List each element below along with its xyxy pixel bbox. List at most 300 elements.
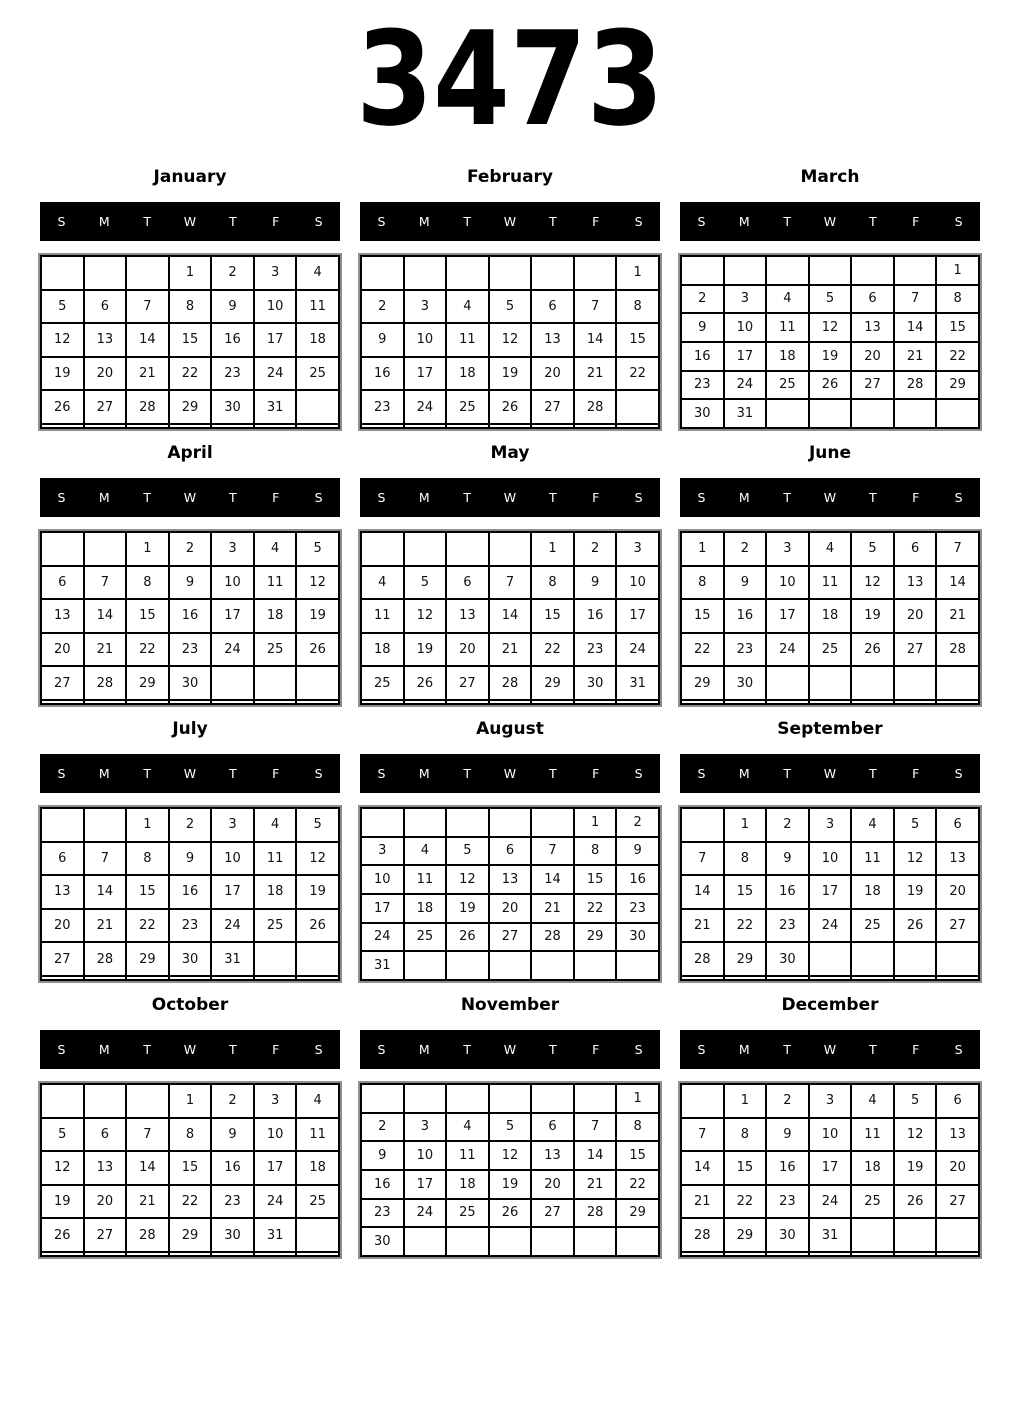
day-cell: 19	[41, 357, 84, 391]
day-cell: 21	[531, 894, 574, 923]
day-cell: 27	[84, 390, 127, 424]
day-cell	[361, 700, 404, 704]
day-cell: 27	[531, 1199, 574, 1228]
day-cell: 26	[296, 633, 339, 667]
day-cell: 21	[126, 357, 169, 391]
day-cell: 27	[851, 371, 894, 400]
day-cell: 14	[84, 599, 127, 633]
day-cell: 6	[531, 290, 574, 324]
day-cell	[616, 390, 659, 424]
day-cell: 20	[41, 909, 84, 943]
month-december	[680, 992, 980, 1257]
day-cell: 23	[681, 371, 724, 400]
day-cell: 10	[809, 842, 852, 876]
day-cell: 16	[616, 865, 659, 894]
weekday-label: W	[823, 766, 837, 781]
week-row	[361, 1141, 659, 1170]
day-cell: 11	[851, 1118, 894, 1152]
day-cell: 15	[681, 599, 724, 633]
day-cell: 30	[361, 1227, 404, 1256]
month-name: July	[172, 719, 208, 739]
day-cell: 6	[84, 290, 127, 324]
week-row	[41, 909, 339, 943]
day-cell: 24	[809, 1185, 852, 1219]
month-name: March	[800, 167, 860, 187]
day-cell	[296, 700, 339, 704]
day-cell: 8	[126, 566, 169, 600]
day-cell	[936, 942, 979, 976]
day-cell: 10	[211, 842, 254, 876]
day-cell: 26	[894, 909, 937, 943]
day-cell: 10	[766, 566, 809, 600]
day-cell: 12	[851, 566, 894, 600]
day-cell	[296, 976, 339, 980]
weekday-label: W	[183, 1042, 197, 1057]
day-cell: 13	[936, 1118, 979, 1152]
day-cell: 11	[766, 313, 809, 342]
day-cell: 8	[936, 285, 979, 314]
day-cell	[361, 808, 404, 837]
day-cell: 13	[84, 1151, 127, 1185]
day-cell: 9	[169, 842, 212, 876]
week-row	[361, 837, 659, 866]
day-cell	[809, 399, 852, 428]
weekday-label: F	[592, 490, 600, 505]
day-cell: 6	[446, 566, 489, 600]
day-cell	[446, 256, 489, 290]
day-cell: 28	[574, 390, 617, 424]
day-cell: 4	[851, 808, 894, 842]
day-cell	[894, 666, 937, 700]
weekday-label: S	[314, 490, 323, 505]
day-cell: 31	[616, 666, 659, 700]
day-cell	[489, 1227, 532, 1256]
weekday-label: T	[783, 766, 791, 781]
month-november	[360, 992, 660, 1257]
day-cell	[616, 951, 659, 980]
day-cell	[936, 1252, 979, 1256]
month-name: January	[153, 167, 227, 187]
day-cell	[894, 399, 937, 428]
day-cell: 18	[296, 323, 339, 357]
day-cell	[169, 700, 212, 704]
day-cell	[724, 700, 767, 704]
day-cell: 23	[169, 633, 212, 667]
month-name: June	[808, 443, 852, 463]
weekday-label: W	[183, 766, 197, 781]
day-cell: 16	[766, 1151, 809, 1185]
day-cell: 14	[126, 1151, 169, 1185]
day-cell	[446, 1227, 489, 1256]
month-day-grid-body	[681, 532, 979, 704]
day-cell: 6	[531, 1113, 574, 1142]
day-cell: 8	[126, 842, 169, 876]
day-cell: 14	[489, 599, 532, 633]
day-cell: 12	[894, 842, 937, 876]
day-cell: 24	[361, 923, 404, 952]
day-cell: 9	[361, 323, 404, 357]
weekday-label: S	[697, 766, 706, 781]
day-cell: 6	[851, 285, 894, 314]
day-cell: 20	[489, 894, 532, 923]
day-cell	[809, 976, 852, 980]
week-row	[361, 1084, 659, 1113]
day-cell: 10	[724, 313, 767, 342]
month-day-grid-body	[681, 808, 979, 980]
day-cell: 3	[809, 808, 852, 842]
week-row	[41, 808, 339, 842]
day-cell: 30	[616, 923, 659, 952]
day-cell: 31	[724, 399, 767, 428]
day-cell	[446, 1084, 489, 1113]
day-cell: 8	[574, 837, 617, 866]
day-cell: 19	[446, 894, 489, 923]
day-cell: 23	[361, 390, 404, 424]
day-cell	[574, 700, 617, 704]
weekday-label: W	[823, 490, 837, 505]
weekday-label: M	[98, 214, 110, 229]
day-cell: 27	[894, 633, 937, 667]
day-cell	[211, 424, 254, 428]
day-cell	[489, 700, 532, 704]
day-cell: 25	[254, 633, 297, 667]
month-february	[360, 164, 660, 429]
day-cell	[574, 424, 617, 428]
day-cell: 23	[211, 1185, 254, 1219]
day-cell: 1	[724, 1084, 767, 1118]
day-cell: 1	[574, 808, 617, 837]
day-cell: 12	[446, 865, 489, 894]
day-cell: 22	[724, 909, 767, 943]
day-cell: 15	[531, 599, 574, 633]
day-cell: 31	[254, 390, 297, 424]
weekday-label: T	[463, 766, 471, 781]
day-cell: 4	[254, 808, 297, 842]
day-cell: 2	[616, 808, 659, 837]
day-cell	[211, 666, 254, 700]
day-cell: 9	[211, 290, 254, 324]
day-cell: 3	[404, 290, 447, 324]
weekday-label: S	[634, 214, 643, 229]
day-cell: 28	[681, 1218, 724, 1252]
day-cell: 25	[404, 923, 447, 952]
weekday-header	[360, 478, 660, 517]
day-cell: 16	[211, 323, 254, 357]
day-cell: 16	[766, 875, 809, 909]
day-cell: 29	[936, 371, 979, 400]
day-cell: 18	[446, 357, 489, 391]
week-row	[361, 666, 659, 700]
day-cell	[126, 256, 169, 290]
day-cell: 19	[404, 633, 447, 667]
day-cell	[211, 700, 254, 704]
day-cell: 4	[361, 566, 404, 600]
weekday-label: T	[463, 1042, 471, 1057]
day-cell: 4	[446, 290, 489, 324]
day-cell: 2	[766, 808, 809, 842]
weekday-label: F	[592, 214, 600, 229]
weekday-header	[680, 478, 980, 517]
day-cell: 18	[766, 342, 809, 371]
day-cell: 16	[361, 357, 404, 391]
day-cell: 18	[254, 875, 297, 909]
day-cell	[809, 700, 852, 704]
weekday-header	[360, 754, 660, 793]
day-cell: 9	[681, 313, 724, 342]
day-cell	[724, 256, 767, 285]
day-cell: 12	[489, 1141, 532, 1170]
day-cell: 12	[41, 1151, 84, 1185]
day-cell: 6	[41, 566, 84, 600]
weekday-label: S	[697, 214, 706, 229]
day-cell: 2	[211, 256, 254, 290]
day-cell	[851, 256, 894, 285]
week-row	[41, 290, 339, 324]
weekday-header	[40, 754, 340, 793]
day-cell: 27	[531, 390, 574, 424]
day-cell: 30	[724, 666, 767, 700]
day-cell	[936, 976, 979, 980]
day-cell: 28	[489, 666, 532, 700]
day-cell: 21	[681, 1185, 724, 1219]
day-cell: 24	[211, 909, 254, 943]
weekday-label: M	[738, 214, 750, 229]
day-cell: 8	[616, 1113, 659, 1142]
month-name: September	[777, 719, 883, 739]
week-row	[681, 842, 979, 876]
day-cell: 4	[296, 1084, 339, 1118]
day-cell	[616, 424, 659, 428]
day-cell	[489, 424, 532, 428]
day-cell: 30	[766, 1218, 809, 1252]
day-cell: 30	[574, 666, 617, 700]
day-cell: 19	[296, 599, 339, 633]
day-cell: 28	[84, 666, 127, 700]
day-cell: 26	[489, 1199, 532, 1228]
day-cell	[616, 1227, 659, 1256]
day-cell: 21	[84, 909, 127, 943]
day-cell: 19	[489, 1170, 532, 1199]
day-cell: 2	[361, 290, 404, 324]
day-cell	[446, 951, 489, 980]
day-cell	[84, 256, 127, 290]
day-cell: 18	[809, 599, 852, 633]
day-cell: 25	[446, 1199, 489, 1228]
week-row	[41, 424, 339, 428]
day-cell	[41, 1252, 84, 1256]
month-day-grid	[360, 255, 660, 429]
day-cell	[574, 256, 617, 290]
week-row	[361, 290, 659, 324]
day-cell: 29	[681, 666, 724, 700]
day-cell: 26	[41, 1218, 84, 1252]
day-cell	[851, 942, 894, 976]
day-cell: 17	[254, 1151, 297, 1185]
day-cell: 15	[724, 1151, 767, 1185]
week-row	[41, 1252, 339, 1256]
weekday-label: S	[377, 214, 386, 229]
day-cell: 30	[169, 942, 212, 976]
month-day-grid	[40, 1083, 340, 1257]
day-cell	[574, 1084, 617, 1113]
weekday-label: S	[634, 766, 643, 781]
day-cell	[169, 1252, 212, 1256]
weekday-label: F	[272, 766, 280, 781]
day-cell: 10	[616, 566, 659, 600]
day-cell: 23	[724, 633, 767, 667]
week-row	[41, 842, 339, 876]
day-cell: 17	[809, 1151, 852, 1185]
day-cell	[531, 951, 574, 980]
year-title	[0, 3, 1020, 155]
day-cell: 31	[361, 951, 404, 980]
day-cell: 2	[574, 532, 617, 566]
week-row	[681, 599, 979, 633]
day-cell: 23	[574, 633, 617, 667]
day-cell: 17	[361, 894, 404, 923]
day-cell: 21	[84, 633, 127, 667]
months-grid	[0, 164, 1020, 1257]
day-cell	[126, 700, 169, 704]
day-cell: 4	[766, 285, 809, 314]
day-cell: 13	[446, 599, 489, 633]
day-cell: 5	[446, 837, 489, 866]
day-cell: 24	[404, 390, 447, 424]
week-row	[361, 599, 659, 633]
day-cell: 9	[574, 566, 617, 600]
day-cell: 8	[169, 1118, 212, 1152]
week-row	[681, 1252, 979, 1256]
week-row	[361, 323, 659, 357]
day-cell: 2	[724, 532, 767, 566]
day-cell: 20	[41, 633, 84, 667]
day-cell: 25	[851, 1185, 894, 1219]
day-cell: 19	[41, 1185, 84, 1219]
day-cell	[851, 976, 894, 980]
day-cell: 4	[851, 1084, 894, 1118]
month-day-grid-body	[41, 808, 339, 980]
day-cell: 25	[851, 909, 894, 943]
week-row	[41, 633, 339, 667]
day-cell: 14	[936, 566, 979, 600]
day-cell: 28	[574, 1199, 617, 1228]
day-cell: 5	[489, 1113, 532, 1142]
week-row	[681, 976, 979, 980]
weekday-label: T	[549, 214, 557, 229]
day-cell: 13	[936, 842, 979, 876]
day-cell: 27	[936, 1185, 979, 1219]
day-cell: 26	[404, 666, 447, 700]
weekday-label: T	[783, 490, 791, 505]
weekday-label: M	[98, 490, 110, 505]
day-cell: 29	[616, 1199, 659, 1228]
day-cell	[404, 1227, 447, 1256]
day-cell: 11	[446, 1141, 489, 1170]
month-may	[360, 440, 660, 705]
day-cell: 10	[254, 290, 297, 324]
day-cell	[766, 976, 809, 980]
week-row	[41, 1185, 339, 1219]
day-cell: 7	[489, 566, 532, 600]
week-row	[681, 1118, 979, 1152]
week-row	[361, 923, 659, 952]
day-cell: 13	[84, 323, 127, 357]
weekday-label: F	[912, 1042, 920, 1057]
day-cell	[126, 1252, 169, 1256]
day-cell: 14	[126, 323, 169, 357]
month-day-grid	[680, 1083, 980, 1257]
day-cell: 16	[574, 599, 617, 633]
day-cell	[84, 424, 127, 428]
weekday-label: T	[549, 1042, 557, 1057]
day-cell: 24	[404, 1199, 447, 1228]
day-cell: 21	[936, 599, 979, 633]
day-cell	[851, 700, 894, 704]
weekday-label: W	[823, 214, 837, 229]
day-cell: 4	[296, 256, 339, 290]
week-row	[41, 323, 339, 357]
day-cell	[681, 976, 724, 980]
day-cell	[766, 399, 809, 428]
weekday-header	[360, 202, 660, 241]
day-cell: 20	[84, 357, 127, 391]
weekday-label: M	[418, 766, 430, 781]
day-cell: 18	[851, 875, 894, 909]
weekday-label: T	[783, 214, 791, 229]
day-cell	[254, 942, 297, 976]
month-day-grid-body	[41, 532, 339, 704]
day-cell	[531, 808, 574, 837]
day-cell: 26	[809, 371, 852, 400]
day-cell	[296, 424, 339, 428]
day-cell: 8	[531, 566, 574, 600]
day-cell: 11	[404, 865, 447, 894]
day-cell: 21	[574, 357, 617, 391]
week-row	[681, 371, 979, 400]
day-cell: 15	[724, 875, 767, 909]
day-cell: 3	[616, 532, 659, 566]
day-cell	[489, 1084, 532, 1113]
day-cell: 3	[211, 808, 254, 842]
day-cell: 19	[894, 1151, 937, 1185]
day-cell: 29	[169, 390, 212, 424]
weekday-label: W	[503, 214, 517, 229]
day-cell: 17	[404, 357, 447, 391]
day-cell	[809, 1252, 852, 1256]
day-cell: 5	[296, 808, 339, 842]
day-cell: 21	[574, 1170, 617, 1199]
week-row	[681, 942, 979, 976]
week-row	[41, 942, 339, 976]
week-row	[41, 1218, 339, 1252]
weekday-header	[40, 1030, 340, 1069]
day-cell: 17	[254, 323, 297, 357]
week-row	[361, 1170, 659, 1199]
day-cell: 11	[361, 599, 404, 633]
day-cell	[489, 808, 532, 837]
day-cell	[766, 700, 809, 704]
day-cell: 2	[681, 285, 724, 314]
day-cell: 15	[169, 1151, 212, 1185]
day-cell: 20	[446, 633, 489, 667]
day-cell: 29	[169, 1218, 212, 1252]
day-cell: 15	[616, 1141, 659, 1170]
month-march	[680, 164, 980, 429]
day-cell: 14	[681, 1151, 724, 1185]
day-cell: 9	[766, 1118, 809, 1152]
day-cell: 24	[766, 633, 809, 667]
day-cell: 25	[361, 666, 404, 700]
